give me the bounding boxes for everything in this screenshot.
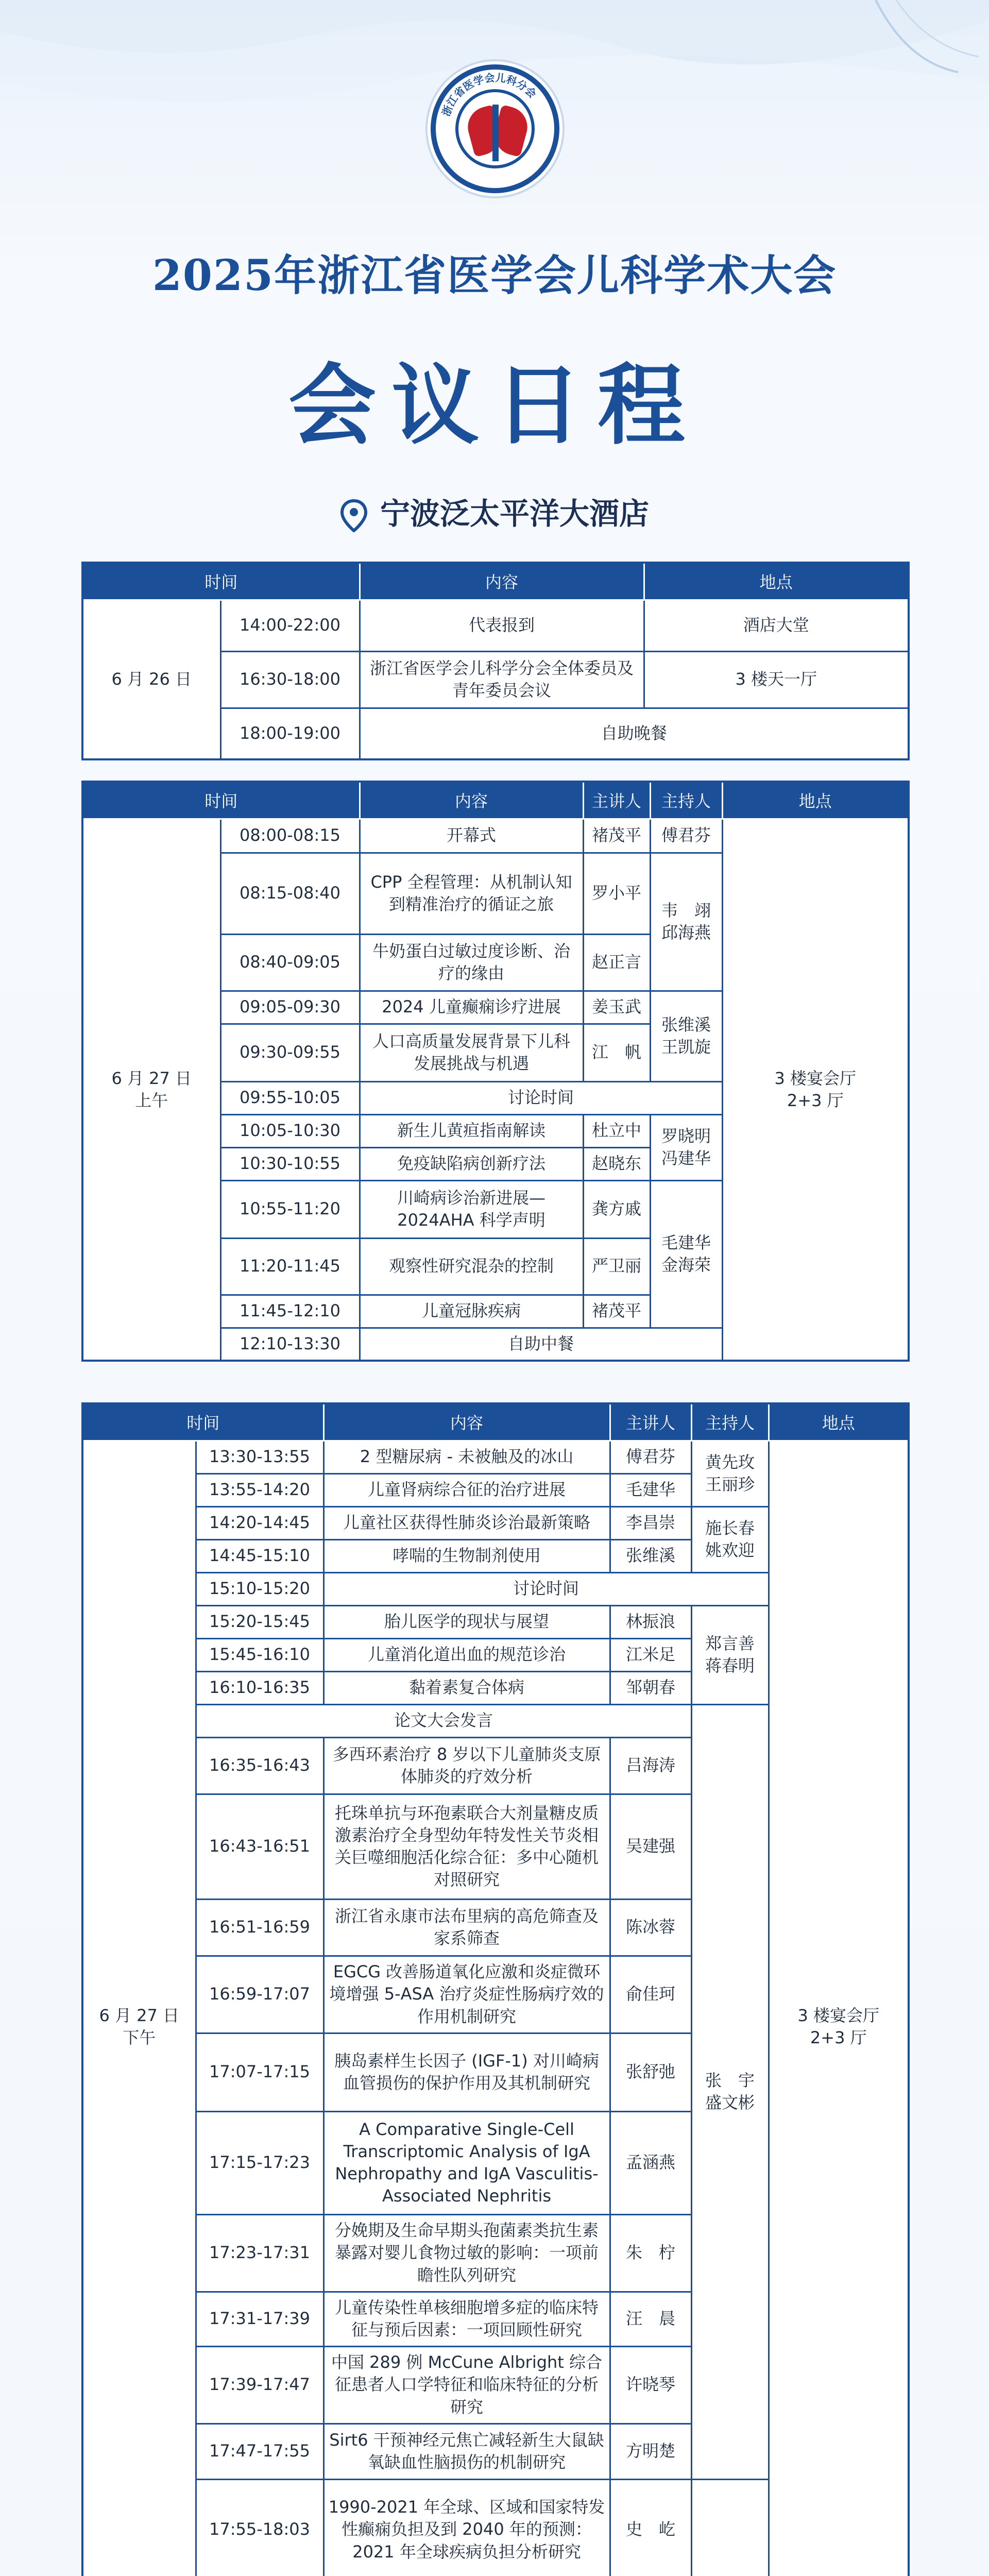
speaker-cell: 褚茂平 <box>583 1295 650 1328</box>
speaker-cell: 俞佳珂 <box>610 1956 691 2033</box>
speaker-cell: 龚方戚 <box>583 1180 650 1238</box>
col-header-host: 主持人 <box>650 782 722 819</box>
time-cell: 14:00-22:00 <box>220 600 360 651</box>
speaker-cell: 吴建强 <box>610 1794 691 1899</box>
time-cell: 15:10-15:20 <box>196 1572 323 1605</box>
time-cell: 16:30-18:00 <box>220 651 360 708</box>
content-cell: 观察性研究混杂的控制 <box>360 1238 583 1295</box>
speaker-cell: 江 帆 <box>583 1024 650 1081</box>
host-cell: 郑言善 蒋春明 <box>691 1605 769 1704</box>
time-cell: 16:35-16:43 <box>196 1737 323 1794</box>
time-cell: 16:59-17:07 <box>196 1956 323 2033</box>
content-cell: 1990-2021 年全球、区域和国家特发性癫痫负担及到 2040 年的预测：2021 年全球疾病负担分析研究 <box>323 2479 610 2576</box>
venue-name: 宁波泛太平洋大酒店 <box>380 496 649 531</box>
date-cell: 6 月 26 日 <box>82 600 220 759</box>
time-cell: 14:20-14:45 <box>196 1506 323 1539</box>
content-cell: 中国 289 例 McCune Albright 综合征患者人口学特征和临床特征的分析研究 <box>323 2346 610 2424</box>
time-cell: 16:10-16:35 <box>196 1671 323 1704</box>
page-title: 会议日程 <box>288 354 701 457</box>
content-cell: 自助晚餐 <box>360 708 909 759</box>
speaker-cell: 赵晓东 <box>583 1147 650 1180</box>
time-cell: 17:39-17:47 <box>196 2346 323 2424</box>
speaker-cell: 李昌崇 <box>610 1506 691 1539</box>
speaker-cell: 史 屹 <box>610 2479 691 2576</box>
host-cell: 张维溪 王凯旋 <box>650 991 722 1081</box>
speaker-cell: 吕海涛 <box>610 1737 691 1794</box>
speaker-cell: 杜立中 <box>583 1114 650 1147</box>
time-cell: 08:15-08:40 <box>220 853 360 934</box>
content-cell: 讨论时间 <box>360 1081 722 1114</box>
time-cell: 17:31-17:39 <box>196 2292 323 2346</box>
host-cell: 傅君芬 <box>650 819 722 853</box>
col-header-place: 地点 <box>769 1403 909 1440</box>
time-cell: 17:55-18:03 <box>196 2479 323 2576</box>
place-cell: 酒店大堂 <box>644 600 909 651</box>
speaker-cell: 陈冰蓉 <box>610 1899 691 1956</box>
svg-text:浙江省医学会儿科分会: 浙江省医学会儿科分会 <box>439 71 539 118</box>
col-header-place: 地点 <box>644 563 909 600</box>
content-cell: 免疫缺陷病创新疗法 <box>360 1147 583 1180</box>
time-cell: 09:30-09:55 <box>220 1024 360 1081</box>
time-cell: 12:10-13:30 <box>220 1328 360 1361</box>
speaker-cell: 邹朝春 <box>610 1671 691 1704</box>
content-cell: 新生儿黄疸指南解读 <box>360 1114 583 1147</box>
col-header-speaker: 主讲人 <box>610 1403 691 1440</box>
content-cell: 胰岛素样生长因子 (IGF-1) 对川崎病血管损伤的保护作用及其机制研究 <box>323 2033 610 2111</box>
time-cell: 13:55-14:20 <box>196 1473 323 1506</box>
time-cell: 17:15-17:23 <box>196 2111 323 2214</box>
content-cell: 黏着素复合体病 <box>323 1671 610 1704</box>
col-header-content: 内容 <box>360 563 644 600</box>
speaker-cell: 姜玉武 <box>583 991 650 1024</box>
venue-line <box>0 489 989 533</box>
col-header-time: 时间 <box>82 1403 323 1440</box>
time-cell: 08:40-09:05 <box>220 934 360 991</box>
time-cell: 18:00-19:00 <box>220 708 360 759</box>
content-cell: 儿童消化道出血的规范诊治 <box>323 1638 610 1671</box>
col-header-content: 内容 <box>360 782 583 819</box>
schedule-day2-morning-table <box>81 781 908 1362</box>
speaker-cell: 罗小平 <box>583 853 650 934</box>
content-cell: 自助中餐 <box>360 1328 722 1361</box>
speaker-cell: 许晓琴 <box>610 2346 691 2424</box>
col-header-time: 时间 <box>82 563 360 600</box>
col-header-time: 时间 <box>82 782 360 819</box>
content-cell: 人口高质量发展背景下儿科发展挑战与机遇 <box>360 1024 583 1081</box>
speaker-cell: 褚茂平 <box>583 819 650 853</box>
content-cell: 牛奶蛋白过敏过度诊断、治疗的缘由 <box>360 934 583 991</box>
speaker-cell: 张维溪 <box>610 1539 691 1572</box>
speaker-cell: 严卫丽 <box>583 1238 650 1295</box>
time-cell: 10:55-11:20 <box>220 1180 360 1238</box>
society-logo <box>431 64 559 193</box>
date-cell: 6 月 27 日 上午 <box>82 819 220 1361</box>
speaker-cell: 傅君芬 <box>610 1440 691 1473</box>
section-subtitle: 论文大会发言 <box>196 1704 691 1737</box>
host-cell: 罗晓明 冯建华 <box>650 1114 722 1180</box>
content-cell: 2024 儿童癫痫诊疗进展 <box>360 991 583 1024</box>
conference-title: 2025年浙江省医学会儿科学术大会 <box>152 251 837 300</box>
host-cell: 黄先玫 王丽珍 <box>691 1440 769 1506</box>
time-cell: 14:45-15:10 <box>196 1539 323 1572</box>
content-cell: 川崎病诊治新进展—2024AHA 科学声明 <box>360 1180 583 1238</box>
place-cell: 3 楼宴会厅 2+3 厅 <box>722 819 909 1361</box>
time-cell: 11:20-11:45 <box>220 1238 360 1295</box>
content-cell: 多西环素治疗 8 岁以下儿童肺炎支原体肺炎的疗效分析 <box>323 1737 610 1794</box>
content-cell: 讨论时间 <box>323 1572 769 1605</box>
schedule-day2-afternoon-table <box>81 1402 908 2576</box>
time-cell: 17:47-17:55 <box>196 2424 323 2479</box>
col-header-place: 地点 <box>722 782 909 819</box>
page-header <box>0 0 989 546</box>
content-cell: A Comparative Single-Cell Transcriptomic Analysis of IgA Nephropathy and IgA Vasculitis-Associated Nephritis <box>323 2111 610 2214</box>
speaker-cell: 江米足 <box>610 1638 691 1671</box>
schedule-day1-table <box>81 562 908 760</box>
content-cell: 分娩期及生命早期头孢菌素类抗生素暴露对婴儿食物过敏的影响：一项前瞻性队列研究 <box>323 2214 610 2292</box>
content-cell: 儿童冠脉疾病 <box>360 1295 583 1328</box>
place-cell: 3 楼宴会厅 2+3 厅 <box>769 1440 909 2576</box>
content-cell: 胎儿医学的现状与展望 <box>323 1605 610 1638</box>
time-cell: 16:51-16:59 <box>196 1899 323 1956</box>
content-cell: 儿童传染性单核细胞增多症的临床特征与预后因素：一项回顾性研究 <box>323 2292 610 2346</box>
time-cell: 10:05-10:30 <box>220 1114 360 1147</box>
speaker-cell: 汪 晨 <box>610 2292 691 2346</box>
logo-emblem <box>455 89 535 168</box>
time-cell: 17:07-17:15 <box>196 2033 323 2111</box>
content-cell: EGCG 改善肠道氧化应激和炎症微环境增强 5-ASA 治疗炎症性肠病疗效的作用机制研究 <box>323 1956 610 2033</box>
speaker-cell: 孟涵燕 <box>610 2111 691 2214</box>
date-cell: 6 月 27 日 下午 <box>82 1440 196 2576</box>
content-cell: 浙江省医学会儿科学分会全体委员及青年委员会议 <box>360 651 644 708</box>
speaker-cell: 赵正言 <box>583 934 650 991</box>
content-cell: 开幕式 <box>360 819 583 853</box>
content-cell: 2 型糖尿病 - 未被触及的冰山 <box>323 1440 610 1473</box>
place-cell: 3 楼天一厅 <box>644 651 909 708</box>
content-cell: CPP 全程管理：从机制认知到精准治疗的循证之旅 <box>360 853 583 934</box>
time-cell: 09:05-09:30 <box>220 991 360 1024</box>
col-header-host: 主持人 <box>691 1403 769 1440</box>
speaker-cell: 方明楚 <box>610 2424 691 2479</box>
time-cell: 16:43-16:51 <box>196 1794 323 1899</box>
time-cell: 15:20-15:45 <box>196 1605 323 1638</box>
time-cell: 08:00-08:15 <box>220 819 360 853</box>
host-cell: 韦 翊 邱海燕 <box>650 853 722 991</box>
time-cell: 10:30-10:55 <box>220 1147 360 1180</box>
content-cell: 托珠单抗与环孢素联合大剂量糖皮质激素治疗全身型幼年特发性关节炎相关巨噬细胞活化综合征：多中心随机对照研究 <box>323 1794 610 1899</box>
content-cell: Sirt6 干预神经元焦亡减轻新生大鼠缺氧缺血性脑损伤的机制研究 <box>323 2424 610 2479</box>
host-cell: 施长春 姚欢迎 <box>691 1506 769 1572</box>
time-cell: 11:45-12:10 <box>220 1295 360 1328</box>
content-cell: 儿童社区获得性肺炎诊治最新策略 <box>323 1506 610 1539</box>
host-cell: 毛建华 金海荣 <box>650 1180 722 1328</box>
host-cell: 张 宇 盛文彬 <box>691 1704 769 2479</box>
col-header-content: 内容 <box>323 1403 610 1440</box>
col-header-speaker: 主讲人 <box>583 782 650 819</box>
speaker-cell: 林振浪 <box>610 1605 691 1638</box>
time-cell: 09:55-10:05 <box>220 1081 360 1114</box>
time-cell: 17:23-17:31 <box>196 2214 323 2292</box>
content-cell: 哮喘的生物制剂使用 <box>323 1539 610 1572</box>
speaker-cell: 毛建华 <box>610 1473 691 1506</box>
time-cell: 15:45-16:10 <box>196 1638 323 1671</box>
time-cell: 13:30-13:55 <box>196 1440 323 1473</box>
content-cell: 儿童肾病综合征的治疗进展 <box>323 1473 610 1506</box>
speaker-cell: 张舒弛 <box>610 2033 691 2111</box>
location-pin-icon <box>340 499 368 532</box>
speaker-cell: 朱 柠 <box>610 2214 691 2292</box>
content-cell: 代表报到 <box>360 600 644 651</box>
content-cell: 浙江省永康市法布里病的高危筛查及家系筛查 <box>323 1899 610 1956</box>
